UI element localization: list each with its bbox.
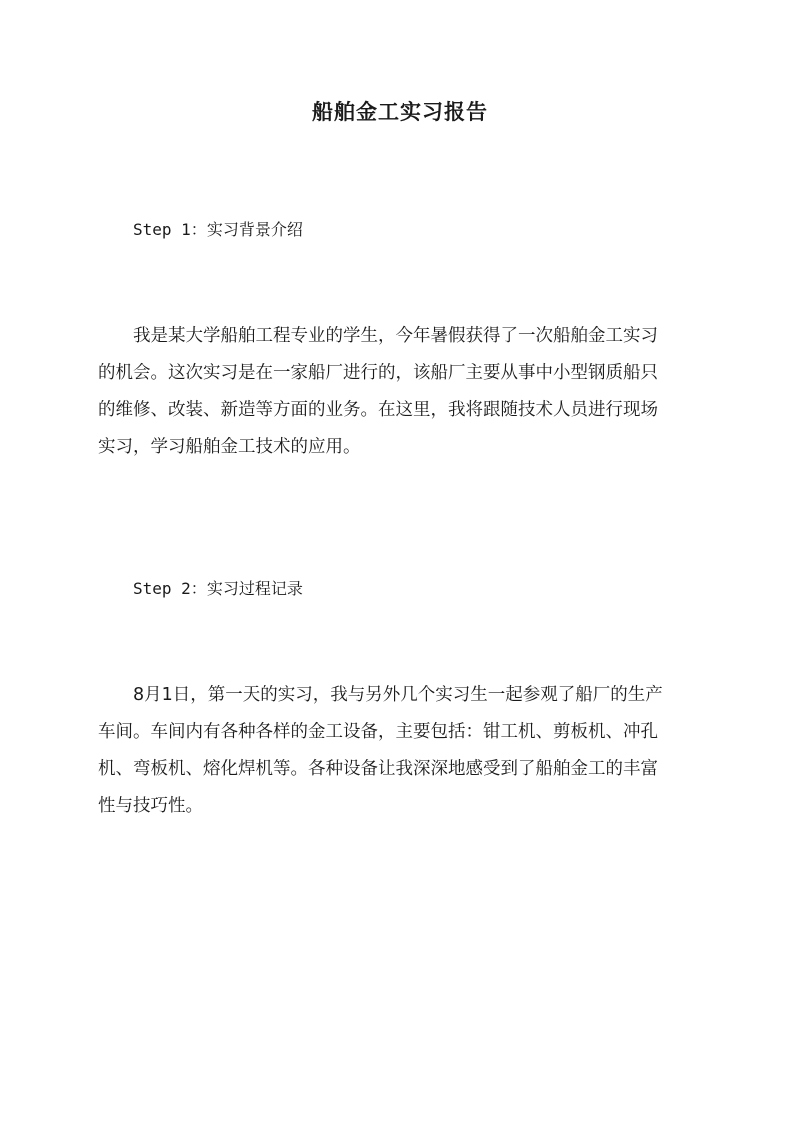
paragraph-line: 车间。车间内有各种各样的金工设备，主要包括：钳工机、剪板机、冲孔 xyxy=(98,722,658,742)
paragraph-line: 的机会。这次实习是在一家船厂进行的，该船厂主要从事中小型钢质船只 xyxy=(98,363,658,383)
paragraph-line: 性与技巧性。 xyxy=(98,796,203,816)
step-label: Step 1： xyxy=(133,220,207,239)
step-title: 实习背景介绍 xyxy=(206,220,303,239)
section-paragraph-step-2 xyxy=(98,677,708,825)
section-heading-step-1 xyxy=(133,218,303,242)
paragraph-line: 机、弯板机、熔化焊机等。各种设备让我深深地感受到了船舶金工的丰富 xyxy=(98,759,658,779)
section-paragraph-step-1 xyxy=(98,318,708,466)
paragraph-line: 实习，学习船舶金工技术的应用。 xyxy=(98,437,361,457)
section-heading-step-2 xyxy=(133,577,303,601)
paragraph-line: 的维修、改装、新造等方面的业务。在这里，我将跟随技术人员进行现场 xyxy=(98,400,658,420)
step-label: Step 2： xyxy=(133,579,207,598)
document-title: 船舶金工实习报告 xyxy=(312,99,488,124)
step-title: 实习过程记录 xyxy=(206,579,303,598)
paragraph-line: 我是某大学船舶工程专业的学生，今年暑假获得了一次船舶金工实习 xyxy=(133,326,658,346)
paragraph-line: 8月1日，第一天的实习，我与另外几个实习生一起参观了船厂的生产 xyxy=(133,685,663,705)
